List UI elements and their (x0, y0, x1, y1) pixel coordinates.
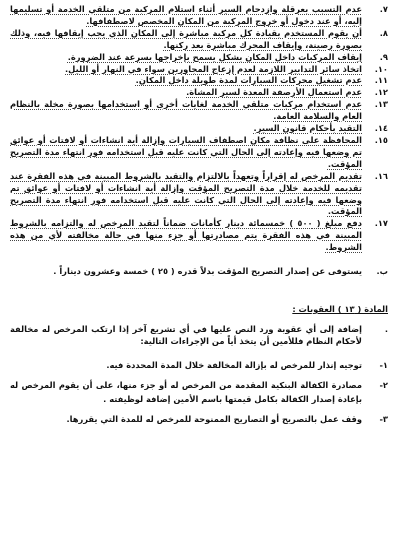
item-text: دفع مبلغ ( ٥٠٠ ) خمسمائة دينار كأمانات ضماناً لتقيد المرخص له والتزامه بالشروط المبينة في هذه الفقرة يتم مصادرتها أو جزء منها في حالة مخالفته لأي من هذه الشروط. (10, 218, 362, 253)
penalty-number: ٢- (379, 379, 388, 390)
list-item (10, 4, 388, 28)
penalties-list (10, 358, 388, 426)
list-item (10, 52, 388, 64)
item-text: عدم التسبب بعرقلة وازدحام السير أثناء استلام المركبة من متلقي الخدمة أو تسليمها إليه، أو عند دخول أو خروج المركبة من المكان المخصص لاصطفافها. (10, 4, 362, 26)
item-number: ٩. (379, 51, 388, 62)
section-heading (10, 303, 388, 315)
list-item (10, 75, 388, 87)
item-text: عدم استعمال الأرصفة المعدة لسير المشاة. (186, 87, 362, 98)
penalty-text: وقف عمل بالتصريح أو التصاريح الممنوحة للمرخص له للمدة التي يقررها. (66, 413, 362, 424)
penalty-item (10, 358, 388, 372)
item-number: ١٣. (374, 99, 388, 110)
item-text: عدم استخدام مركبات متلقي الخدمة لغايات أخرى أو استخدامها بصورة مخلة بالنظام العام والسلامة العامة. (10, 99, 362, 122)
item-text: التقيد بأحكام قانون السير. (253, 123, 362, 134)
list-item (10, 87, 388, 99)
item-number: ١١. (374, 75, 388, 86)
note-text: يستوفى عن إصدار التصريح المؤقت بدلاً قدره ( ٢٥ ) خمسة وعشرون ديناراً . (53, 266, 362, 277)
item-number: ١٤. (374, 123, 388, 134)
penalty-number: ٣- (379, 413, 388, 424)
item-number: ١٢. (374, 87, 388, 98)
item-number: ١٥. (374, 134, 388, 145)
note-label: ب. (376, 266, 388, 277)
list-item (10, 171, 388, 219)
fee-note (10, 265, 388, 277)
penalty-text: توجيه إنذار للمرخص له بإزالة المخالفة خلال المدة المحددة فيه. (106, 359, 362, 370)
penalty-item (10, 412, 388, 426)
item-number: ١٦. (374, 170, 388, 181)
item-text: عدم تشغيل محركات السيارات لمدة طويلة داخل المكان. (135, 75, 362, 86)
list-item (10, 218, 388, 254)
item-text: إيقاف المركبات داخل المكان بشكل يسمح بإخراجها بسرعة عند الضرورة. (67, 51, 362, 62)
list-item (10, 28, 388, 52)
penalties-intro (10, 323, 388, 348)
item-text: اتخاذ سائر التدابير اللازمة لعدم إزعاج المجاورين سواء في النهار أو الليل. (65, 63, 362, 74)
conditions-list (10, 4, 388, 254)
item-number: ٨. (379, 27, 388, 38)
list-item (10, 123, 388, 135)
item-text: المحافظة على نظافة مكان اصطفاف السيارات وإزالة أية انشاءات أو لافتات أو عوائق تم وضعها فيه وإعادته إلى الحال التي كانت عليه قبل استخدامه فور انتهاء مدة التصريح المؤقت. (10, 134, 362, 169)
penalty-number: ١- (379, 359, 388, 370)
item-text: أن يقوم المستخدم بقيادة كل مركبة مباشرة إلى المكان الذي يجب إيقافها فيه، وذلك بصورة رصينة، وإيقاف المحرك مباشرة بعد ركنها. (10, 27, 362, 50)
section-heading-text: المادة ( ١٣ ) العقوبات : (292, 304, 388, 315)
penalty-item (10, 378, 388, 406)
item-number: ١٧. (374, 218, 388, 229)
list-item (10, 64, 388, 76)
intro-text: إضافة إلى أي عقوبة ورد النص عليها في أي تشريع آخر إذا ارتكب المرخص له مخالفة لأحكام النظام فللأمين أن يتخذ أياً من الإجراءات التالية: (10, 324, 362, 347)
item-number: ١٠. (374, 63, 388, 74)
bullet-dot: . (384, 324, 388, 335)
list-item (10, 99, 388, 123)
penalty-text: مصادرة الكفالة البنكية المقدمة من المرخص له أو جزء منها، على أن يقوم المرخص له بإعادة إصدار الكفالة بكامل قيمتها باسم الأمين إضافة لوظيفته . (10, 379, 362, 404)
item-number: ٧. (379, 4, 388, 14)
list-item (10, 135, 388, 171)
item-text: تقديم المرخص له إقراراً وتعهداً بالالتزام والتقيد بالشروط المبينة في هذه الفقرة عند تقديمه للخدمة خلال مدة التصريح المؤقت وإزالة أية انشاءات أو لافتات أو عوائق تم وضعها فيه وإعادته إلى الحال التي كانت عليه قبل استخدامه فور انتهاء مدة التصريح المؤقت. (10, 170, 362, 217)
